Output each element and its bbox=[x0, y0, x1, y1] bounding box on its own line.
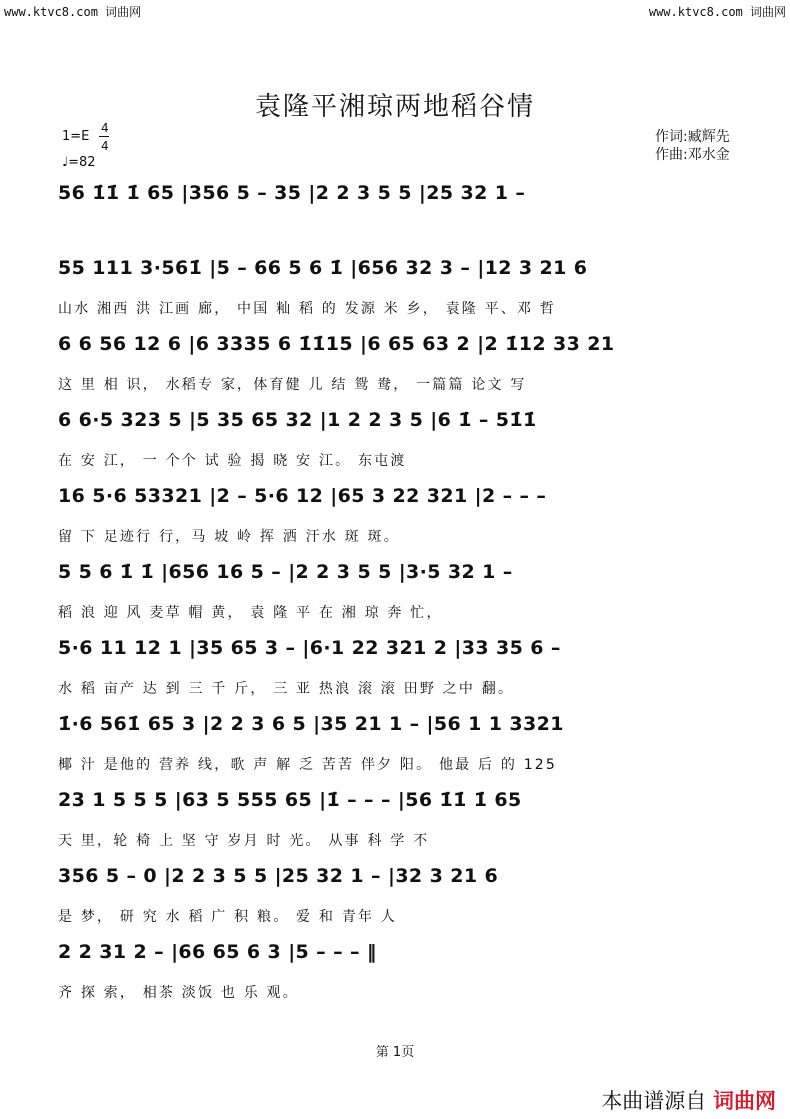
music-line-5: 16 5·6 53321 |2 – 5·6 12 |65 3 22 321 |2 – – – bbox=[58, 485, 547, 507]
lyrics-line-4: 在 安 江， 一 个个 试 验 揭 晓 安 江。 东屯渡 bbox=[58, 453, 407, 469]
lyrics-line-9: 天 里，轮 椅 上 坚 守 岁月 时 光。 从事 科 学 不 bbox=[58, 833, 430, 849]
tempo-marking: ♩=82 bbox=[62, 155, 96, 170]
music-line-6: 5 5 6 1̇ 1̇ |656 16 5 – |2 2 3 5 5 |3·5 32 1 – bbox=[58, 561, 513, 583]
time-signature-divider bbox=[99, 136, 109, 137]
song-title: 袁隆平湘琼两地稻谷情 bbox=[254, 92, 535, 122]
source-brand: 词曲网 bbox=[713, 1089, 776, 1113]
music-line-7: 5·6 11 12 1 |35 65 3 – |6·1 22 321 2 |33 35 6 – bbox=[58, 637, 561, 659]
lyrics-line-3: 这 里 相 识， 水稻专 家，体育健 儿 结 鸳 鸯， 一篇篇 论文 写 bbox=[58, 377, 527, 393]
lyrics-line-6: 稻 浪 迎 风 麦草 帽 黄， 袁 隆 平 在 湘 琼 奔 忙， bbox=[58, 605, 443, 621]
page-number: 第 1页 bbox=[375, 1045, 415, 1060]
composer: 作曲:邓水金 bbox=[655, 147, 730, 163]
music-line-1: 56 1̇1̇ 1̇ 65 |356 5 – 35 |2 2 3 5 5 |25 32 1 – bbox=[58, 182, 526, 204]
lyrics-line-11: 齐 探 索， 相茶 淡饭 也 乐 观。 bbox=[58, 985, 299, 1001]
credits bbox=[655, 128, 730, 164]
music-line-3: 6 6 56 12 6 |6 3335 6 1̇1̇15 |6 65 63 2 |2 1̇12 33 21 bbox=[58, 333, 615, 355]
music-line-10: 356 5 – 0 |2 2 3 5 5 |25 32 1 – |32 3 21 6 bbox=[58, 865, 499, 887]
time-signature-bottom: 4 bbox=[101, 139, 109, 153]
header-left: www.ktvc8.com 词曲网 bbox=[4, 5, 142, 19]
quarter-note-icon: ♩ bbox=[62, 155, 69, 170]
lyrics-line-10: 是 梦， 研 究 水 稻 广 积 粮。 爱 和 青年 人 bbox=[58, 909, 398, 925]
music-line-8: 1̇·6 561̇ 65 3 |2 2 3 6 5 |35 21 1 – |56 1 1 3321 bbox=[58, 713, 564, 735]
time-signature-top: 4 bbox=[101, 121, 109, 135]
music-line-11: 2 2 31 2 – |66 65 6 3 |5 – – – ‖ bbox=[58, 941, 377, 963]
music-line-9: 23 1 5 5 5 |63 5 555 65 |1̇ – – – |56 1̇1̇ 1̇ 65 bbox=[58, 789, 522, 811]
source-credit bbox=[601, 1085, 776, 1115]
lyrics-line-5: 留 下 足迹行 行，马 坡 岭 挥 洒 汗水 斑 斑。 bbox=[58, 529, 400, 545]
lyrics-line-8: 椰 汁 是他的 营养 线，歌 声 解 乏 苦苦 伴夕 阳。 他最 后 的 125 bbox=[58, 757, 558, 773]
music-line-4: 6 6·5 323 5 |5 35 65 32 |1 2 2 3 5 |6 1̇ – 51̇1̇ bbox=[58, 409, 537, 431]
music-line-2: 55 111 3·561̇ |5 – 66 5 6 1̇ |656 32 3 – |12 3 21 6 bbox=[58, 257, 588, 279]
key-signature: 1=E bbox=[62, 129, 90, 144]
lyricist: 作词:臧辉先 bbox=[655, 129, 730, 145]
header-right: www.ktvc8.com 词曲网 bbox=[648, 5, 786, 19]
source-prefix: 本曲谱源自 bbox=[601, 1089, 707, 1113]
lyrics-line-2: 山水 湘西 洪 江画 廊， 中国 籼 稻 的 发源 米 乡， 袁隆 平、邓 哲 bbox=[58, 301, 557, 317]
lyrics-line-7: 水 稻 亩产 达 到 三 千 斤， 三 亚 热浪 滚 滚 田野 之中 翻。 bbox=[58, 681, 515, 697]
